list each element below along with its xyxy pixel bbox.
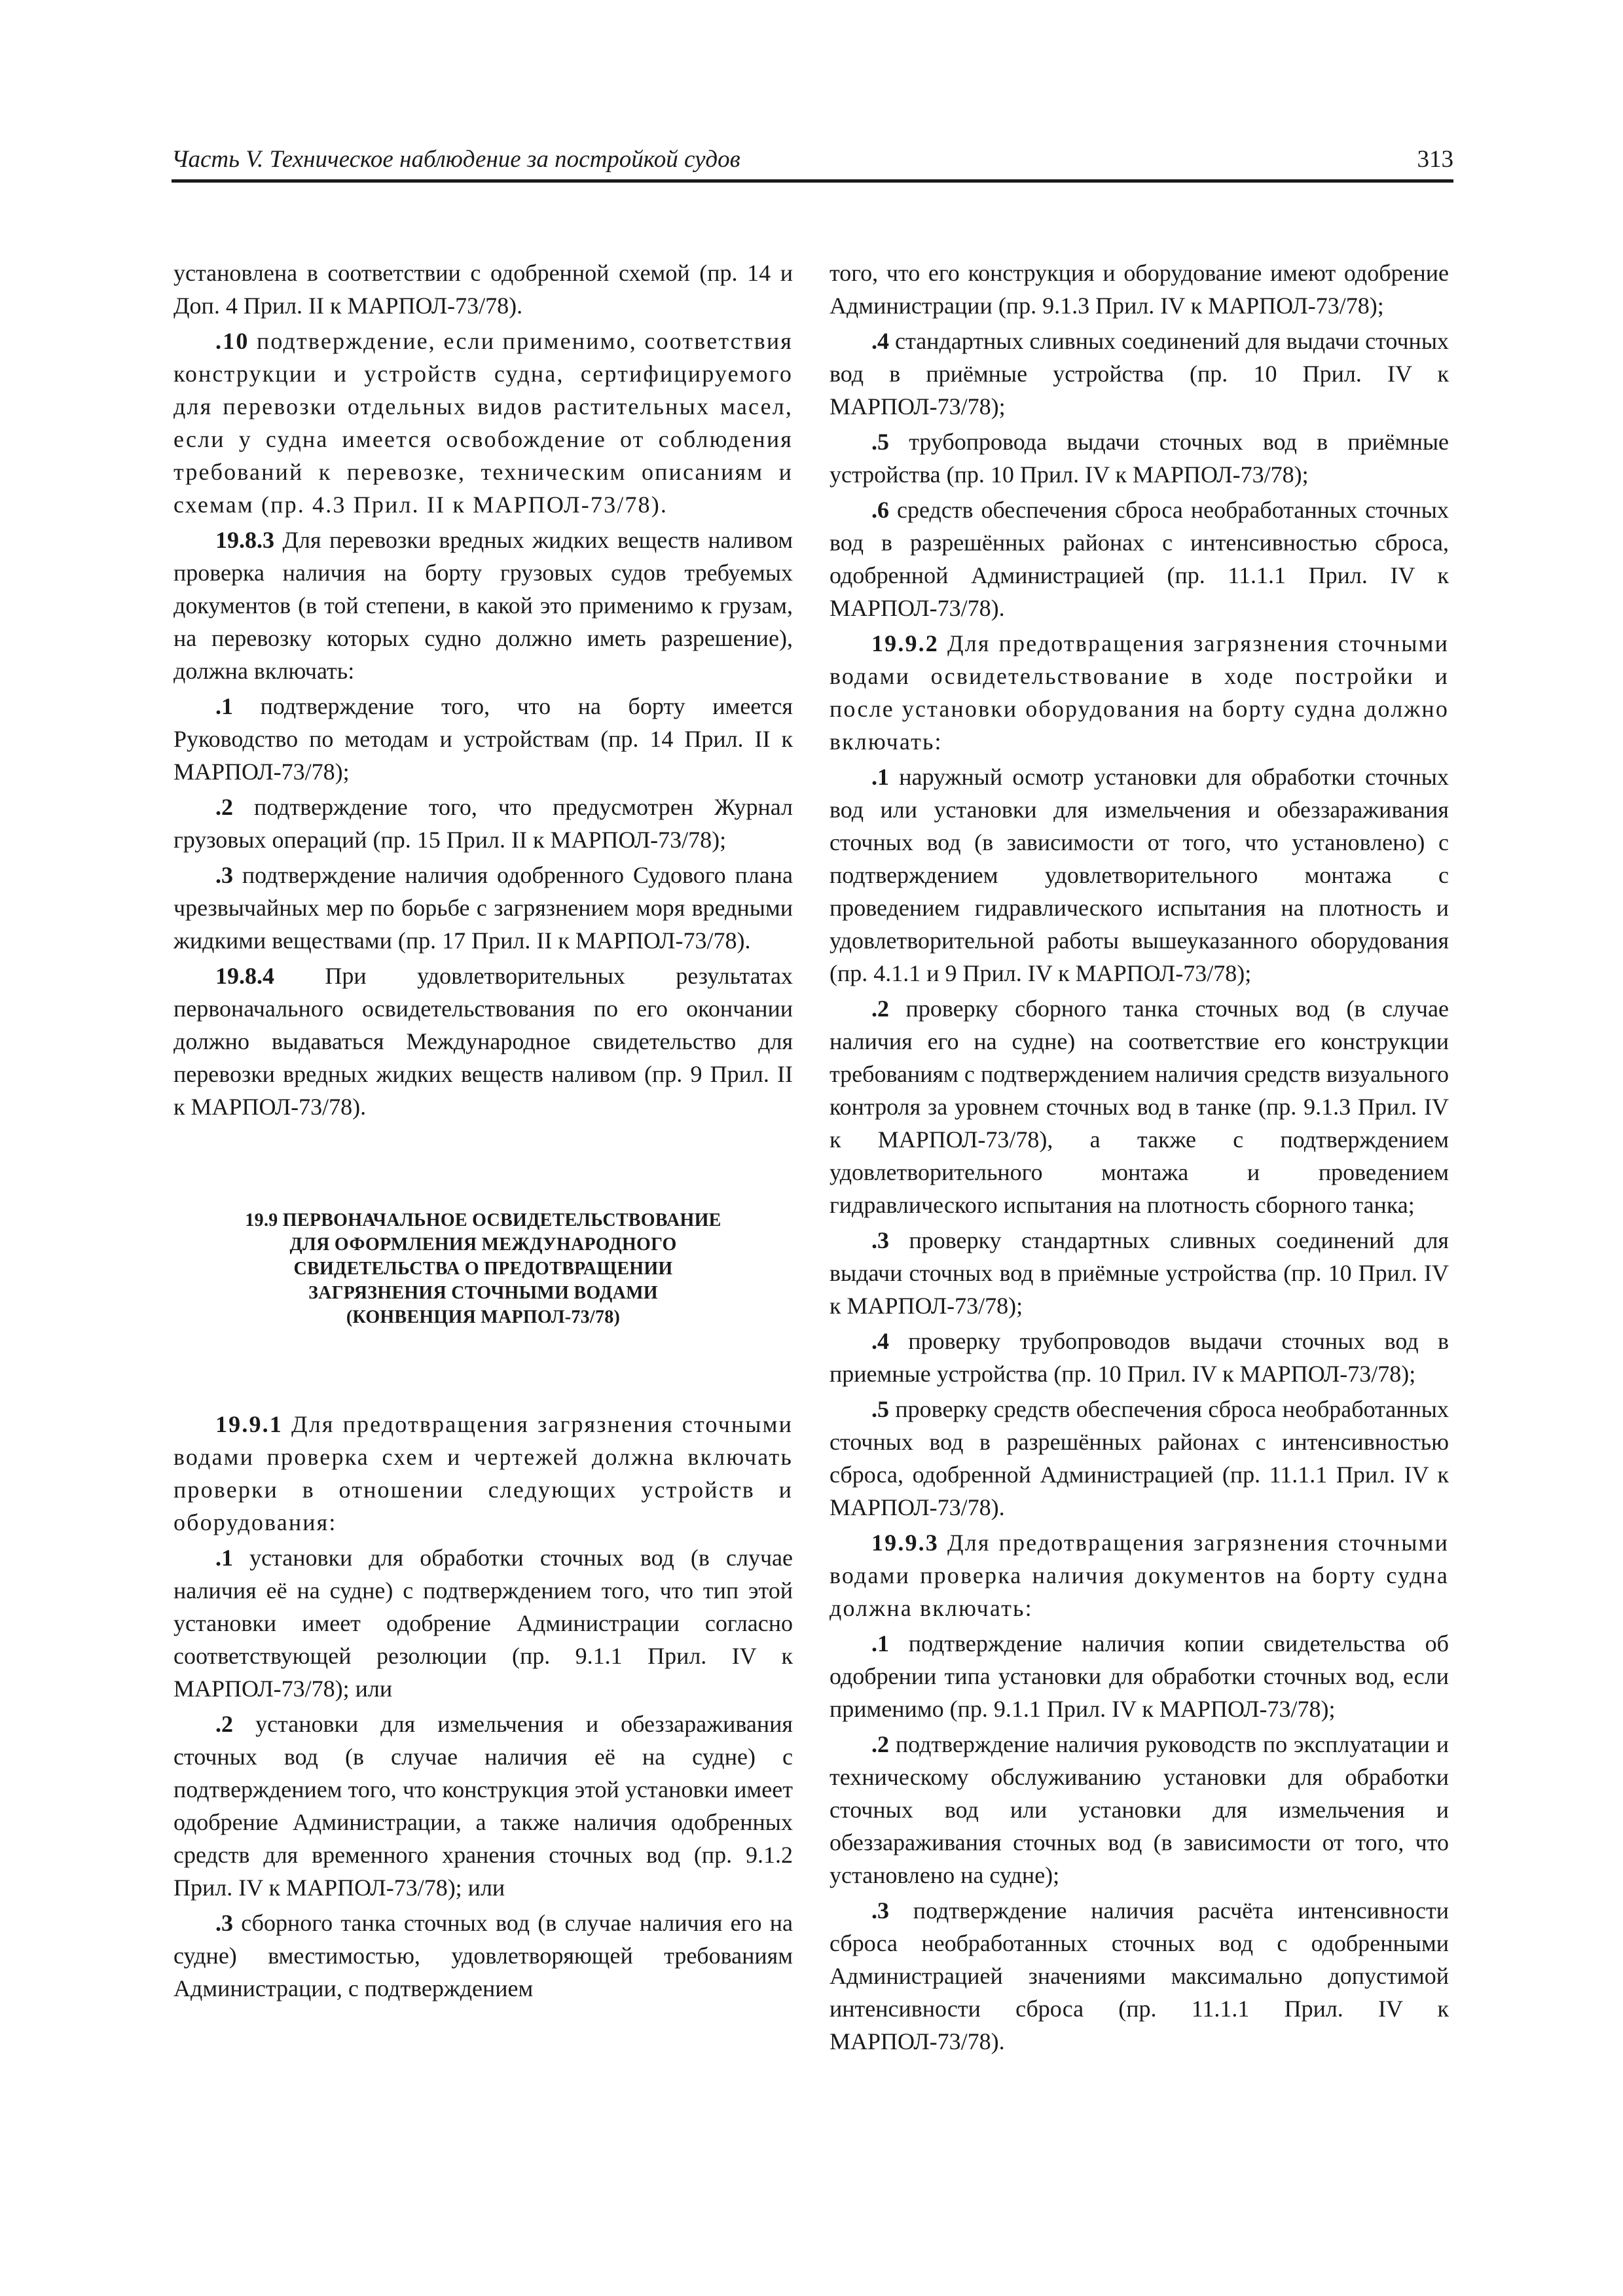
item-number: 19.8.4 bbox=[215, 963, 274, 989]
item-number: 19.9.2 bbox=[871, 630, 939, 656]
running-header bbox=[172, 145, 1453, 183]
paragraph bbox=[830, 761, 1449, 990]
paragraph-text: трубопровода выдачи сточных вод в приёмные устройства (пр. 10 Прил. IV к МАРПОЛ-73/78); bbox=[830, 429, 1449, 488]
item-number: .2 bbox=[215, 1711, 233, 1737]
paragraph bbox=[830, 1526, 1449, 1624]
paragraph: установлена в соответствии с одобренной схемой (пр. 14 и Доп. 4 Прил. II к МАРПОЛ-73/78). bbox=[173, 260, 793, 319]
paragraph-text: Для предотвращения загрязнения сточными водами проверка схем и чертежей должна включать проверки в отношении следующих устройств и оборудования: bbox=[173, 1411, 793, 1535]
item-number: .2 bbox=[215, 794, 233, 820]
paragraph bbox=[830, 1728, 1449, 1892]
left-column bbox=[173, 257, 793, 2007]
section-heading-line: СВИДЕТЕЛЬСТВА О ПРЕДОТВРАЩЕНИИ bbox=[293, 1259, 673, 1279]
paragraph bbox=[830, 1325, 1449, 1390]
page-number: 313 bbox=[1417, 146, 1453, 173]
paragraph bbox=[173, 791, 793, 856]
item-number: 19.9.1 bbox=[215, 1411, 283, 1437]
paragraph bbox=[173, 1408, 793, 1539]
item-number: .1 bbox=[871, 1630, 889, 1657]
item-number: .5 bbox=[871, 1396, 889, 1422]
paragraph bbox=[173, 325, 793, 521]
item-number: 19.9.3 bbox=[871, 1530, 939, 1556]
paragraph: того, что его конструкция и оборудование имеют одобрение Администрации (пр. 9.1.3 Прил. IV к МАРПОЛ-73/78); bbox=[830, 260, 1449, 319]
running-header-title: Часть V. Техническое наблюдение за постройкой судов bbox=[172, 146, 740, 173]
paragraph-text: установки для обработки сточных вод (в случае наличия её на судне) с подтверждением того, что тип этой установки имеет одобрение Администрации согласно соответствующей резолюции (пр. 9.1.1 Прил. IV к МАРПОЛ-73/78); или bbox=[173, 1545, 793, 1702]
section-heading-line: ЗАГРЯЗНЕНИЯ СТОЧНЫМИ ВОДАМИ bbox=[308, 1283, 658, 1303]
item-number: .1 bbox=[871, 764, 889, 790]
item-number: .4 bbox=[871, 1328, 889, 1354]
paragraph bbox=[830, 992, 1449, 1221]
paragraph-text: подтверждение наличия копии свидетельства об одобрении типа установки для обработки сточных вод, если применимо (пр. 9.1.1 Прил. IV к МАРПОЛ-73/78); bbox=[830, 1630, 1449, 1722]
paragraph-text: средств обеспечения сброса необработанных сточных вод в разрешённых районах с интенсивностью сброса, одобренной Администрацией (пр. 11.1.1 Прил. IV к МАРПОЛ-73/78). bbox=[830, 497, 1449, 621]
paragraph-text: подтверждение наличия руководств по эксплуатации и техническому обслуживанию установки для обработки сточных вод или установки для измельчения и обеззараживания сточных вод (в зависимости от того, что установлено на судне); bbox=[830, 1731, 1449, 1888]
paragraph-text: наружный осмотр установки для обработки сточных вод или установки для измельчения и обеззараживания сточных вод (в зависимости от того, что установлено) с подтверждением удовлетворительного монтажа с проведением гидравлического испытания на плотность и удовлетворительной работы вышеуказанного оборудования (пр. 4.1.1 и 9 Прил. IV к МАРПОЛ-73/78); bbox=[830, 764, 1449, 986]
paragraph-text: подтверждение, если применимо, соответствия конструкции и устройств судна, сертифицируемого для перевозки отдельных видов растительных масел, если у судна имеется освобождение от соблюдения требований к перевозке, техническим описаниям и схемам (пр. 4.3 Прил. II к МАРПОЛ-73/78). bbox=[173, 328, 793, 518]
paragraph bbox=[173, 1541, 793, 1705]
item-number: 19.8.3 bbox=[215, 527, 274, 553]
section-heading-line: ДЛЯ ОФОРМЛЕНИЯ МЕЖДУНАРОДНОГО bbox=[289, 1234, 677, 1255]
item-number: .3 bbox=[871, 1897, 889, 1924]
paragraph-text: проверку трубопроводов выдачи сточных вод в приемные устройства (пр. 10 Прил. IV к МАРПОЛ-73/78); bbox=[830, 1328, 1449, 1387]
paragraph-text: Для предотвращения загрязнения сточными водами проверка наличия документов на борту судна должна включать: bbox=[830, 1530, 1449, 1621]
paragraph bbox=[173, 960, 793, 1123]
paragraph-text: подтверждение наличия расчёта интенсивности сброса необработанных сточных вод с одобренными Администрацией значениями максимально допустимой интенсивности сброса (пр. 11.1.1 Прил. IV к МАРПОЛ-73/78). bbox=[830, 1897, 1449, 2054]
paragraph-text: проверку стандартных сливных соединений для выдачи сточных вод в приёмные устройства (пр. 10 Прил. IV к МАРПОЛ-73/78); bbox=[830, 1227, 1449, 1319]
paragraph bbox=[173, 524, 793, 687]
paragraph-text: подтверждение наличия одобренного Судового плана чрезвычайных мер по борьбе с загрязнением моря вредными жидкими веществами (пр. 17 Прил. II к МАРПОЛ-73/78). bbox=[173, 862, 793, 954]
paragraph bbox=[173, 859, 793, 957]
paragraph bbox=[830, 1224, 1449, 1322]
item-number: .3 bbox=[215, 1910, 233, 1936]
paragraph bbox=[830, 1894, 1449, 2058]
paragraph-text: подтверждение того, что предусмотрен Журнал грузовых операций (пр. 15 Прил. II к МАРПОЛ-73/78); bbox=[173, 794, 793, 853]
paragraph bbox=[830, 1393, 1449, 1524]
paragraph bbox=[830, 493, 1449, 624]
paragraph-text: сборного танка сточных вод (в случае наличия его на судне) вместимостью, удовлетворяющей требованиям Администрации, с подтверждением bbox=[173, 1910, 793, 2001]
item-number: .10 bbox=[215, 328, 249, 354]
paragraph bbox=[830, 425, 1449, 491]
paragraph-text: установки для измельчения и обеззараживания сточных вод (в случае наличия её на судне) с подтверждением того, что конструкция этой установки имеет одобрение Администрации, а также наличия одобренных средств для временного хранения сточных вод (пр. 9.1.2 Прил. IV к МАРПОЛ-73/78); или bbox=[173, 1711, 793, 1901]
paragraph-text: Для предотвращения загрязнения сточными водами освидетельствование в ходе постройки и после установки оборудования на борту судна должно включать: bbox=[830, 630, 1449, 755]
section-heading-line: (КОНВЕНЦИЯ МАРПОЛ-73/78) bbox=[346, 1307, 621, 1327]
paragraph bbox=[173, 1907, 793, 2005]
item-number: .3 bbox=[871, 1227, 889, 1253]
item-number: .6 bbox=[871, 497, 889, 523]
paragraph-text: При удовлетворительных результатах первоначального освидетельствования по его окончании должно выдаваться Международное свидетельство для перевозки вредных жидких веществ наливом (пр. 9 Прил. II к МАРПОЛ-73/78). bbox=[173, 963, 793, 1120]
item-number: .4 bbox=[871, 328, 889, 354]
section-heading bbox=[173, 1208, 793, 1329]
section-heading-line: 19.9 ПЕРВОНАЧАЛЬНОЕ ОСВИДЕТЕЛЬСТВОВАНИЕ bbox=[245, 1210, 721, 1230]
item-number: .1 bbox=[215, 1545, 233, 1571]
item-number: .1 bbox=[215, 693, 233, 719]
paragraph-text: стандартных сливных соединений для выдачи сточных вод в приёмные устройства (пр. 10 Прил. IV к МАРПОЛ-73/78); bbox=[830, 328, 1449, 420]
paragraph bbox=[830, 1627, 1449, 1725]
item-number: .3 bbox=[215, 862, 233, 888]
paragraph bbox=[830, 627, 1449, 758]
item-number: .2 bbox=[871, 1731, 889, 1757]
paragraph bbox=[173, 690, 793, 788]
paragraph-text: подтверждение того, что на борту имеется Руководство по методам и устройствам (пр. 14 Прил. II к МАРПОЛ-73/78); bbox=[173, 693, 793, 785]
paragraph-text: Для перевозки вредных жидких веществ наливом проверка наличия на борту грузовых судов требуемых документов (в той степени, в какой это применимо к грузам, на перевозку которых судно должно иметь разрешение), должна включать: bbox=[173, 527, 793, 684]
item-number: .2 bbox=[871, 996, 889, 1022]
paragraph-text: проверку средств обеспечения сброса необработанных сточных вод в разрешённых районах с интенсивностью сброса, одобренной Администрацией (пр. 11.1.1 Прил. IV к МАРПОЛ-73/78). bbox=[830, 1396, 1449, 1520]
paragraph bbox=[173, 1708, 793, 1904]
item-number: .5 bbox=[871, 429, 889, 455]
paragraph bbox=[830, 325, 1449, 423]
right-column bbox=[830, 257, 1449, 2060]
paragraph-text: проверку сборного танка сточных вод (в случае наличия его на судне) на соответствие его конструкции требованиям с подтверждением наличия средств визуального контроля за уровнем сточных вод в танке (пр. 9.1.3 Прил. IV к МАРПОЛ-73/78), а также с подтверждением удовлетворительного монтажа и проведением гидравлического испытания на плотность сборного танка; bbox=[830, 996, 1449, 1218]
